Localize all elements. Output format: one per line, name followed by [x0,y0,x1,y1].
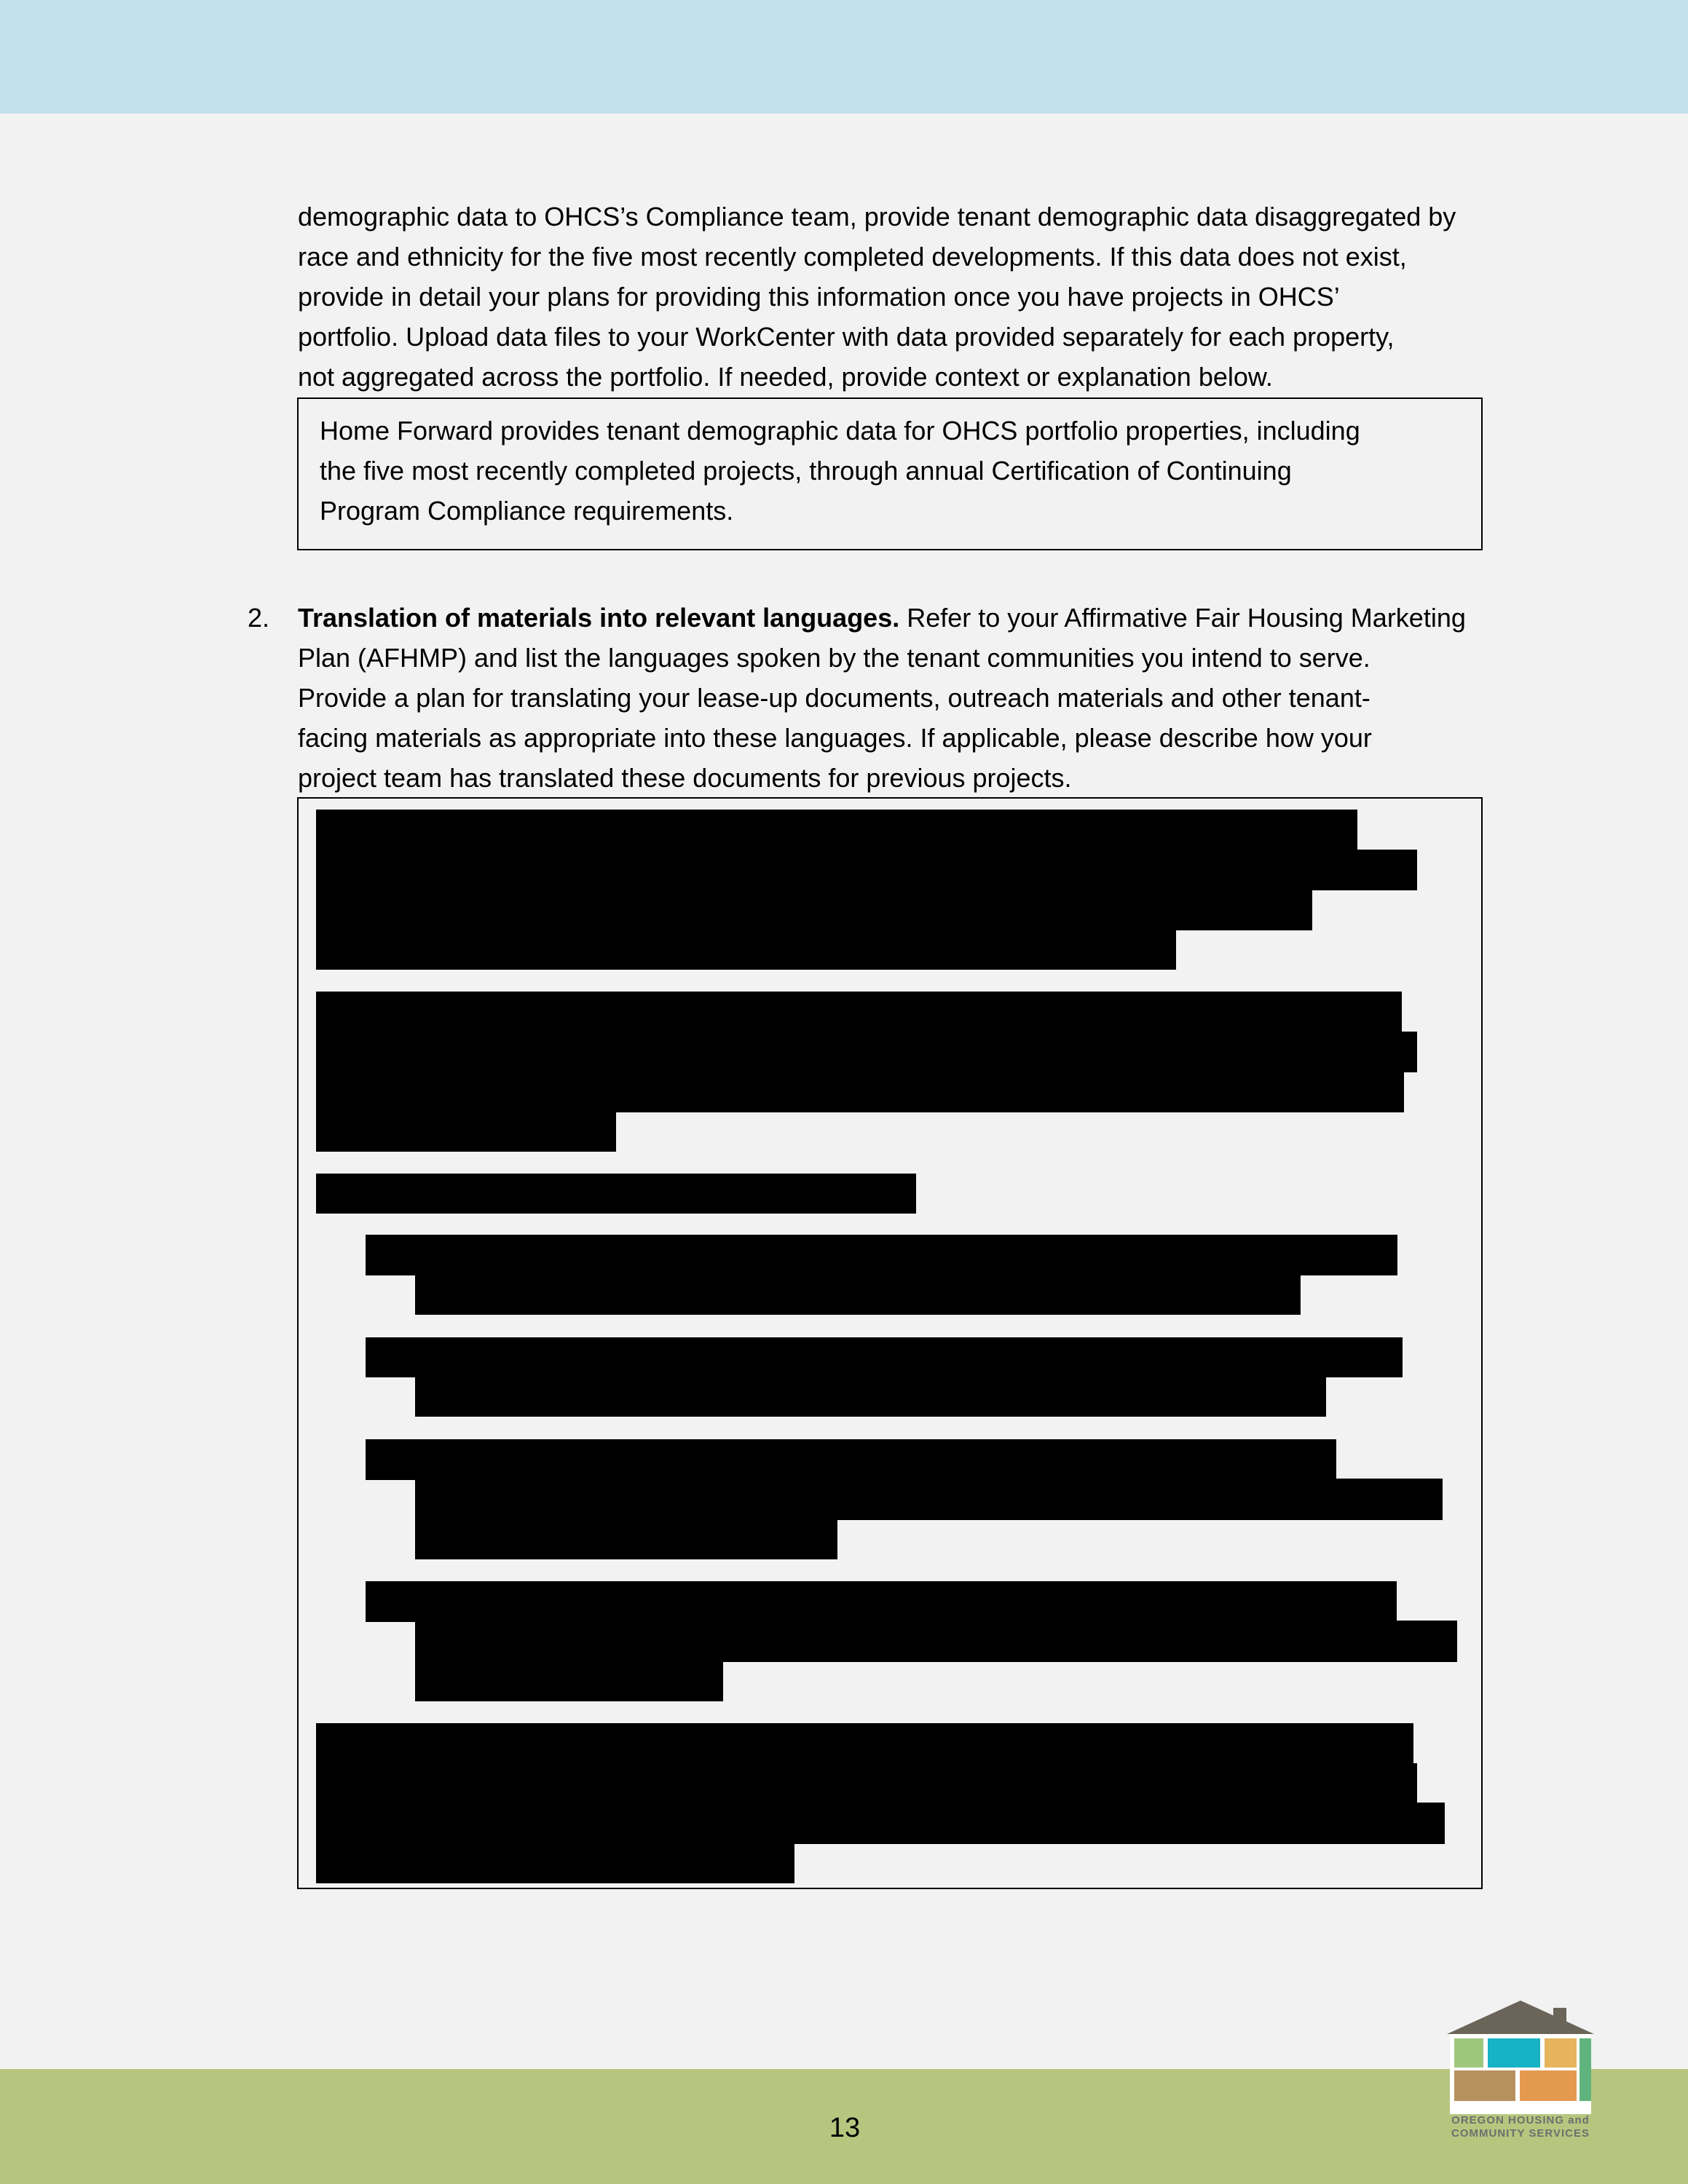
redaction-bar [316,1071,1404,1112]
house-logo-icon [1444,1998,1597,2114]
redaction-bar [415,1621,1457,1662]
redaction-bar [415,1479,1443,1520]
redaction-bar [415,1274,1301,1315]
redaction-bar [316,1803,1445,1844]
redaction-bar [316,889,1312,930]
redaction-bar [316,1032,1417,1072]
item2-line: Plan (AFHMP) and list the languages spoken by the tenant communities you intend to serve. [298,643,1370,673]
item2-paragraph [298,598,1466,798]
redaction-bar [366,1337,1403,1377]
item-number: 2. [248,603,270,633]
redaction-bar [316,992,1402,1033]
redaction-bar [366,1439,1336,1480]
redaction-bar [316,1723,1413,1765]
page-number: 13 [829,2113,861,2143]
logo-text-line1: OREGON HOUSING and [1451,2114,1590,2126]
item2-first-line [298,598,1466,638]
item2-line: project team has translated these documents for previous projects. [298,763,1072,793]
redaction-bar [366,1235,1397,1275]
intro-line: race and ethnicity for the five most recently completed developments. If this data does not exist, [298,242,1407,272]
header-band [0,0,1688,114]
redaction-bar [415,1376,1326,1417]
redaction-bar [316,1763,1417,1804]
redaction-bar [316,1174,916,1214]
answer-box-1 [297,397,1483,550]
intro-line: provide in detail your plans for providing this information once you have projects in OHCS’ [298,282,1340,312]
intro-line: portfolio. Upload data files to your WorkCenter with data provided separately for each property, [298,322,1395,352]
logo-text-line2: COMMUNITY SERVICES [1451,2127,1590,2140]
redaction-bar [316,1843,794,1883]
redaction-bar [316,1111,616,1152]
intro-line: not aggregated across the portfolio. If needed, provide context or explanation below. [298,362,1273,392]
redaction-bar [316,810,1357,851]
redaction-bar [415,1661,723,1701]
item2-line: Provide a plan for translating your lease-up documents, outreach materials and other tenant- [298,683,1370,713]
redaction-bar [366,1581,1397,1622]
item2-first-line-rest: Refer to your Affirmative Fair Housing Marketing [899,603,1466,633]
ohcs-logo [1444,1998,1597,2143]
answer-line: Home Forward provides tenant demographic data for OHCS portfolio properties, including [320,416,1360,446]
answer-line: the five most recently completed projects, through annual Certification of Continuing [320,456,1292,486]
redaction-bar [415,1519,837,1559]
answer-text [320,411,1360,531]
item2-line: facing materials as appropriate into these languages. If applicable, please describe how your [298,723,1372,753]
intro-line: demographic data to OHCS’s Compliance team, provide tenant demographic data disaggregated by [298,202,1456,232]
item2-heading: Translation of materials into relevant languages. [298,603,900,633]
answer-line: Program Compliance requirements. [320,496,734,526]
redaction-bar [316,929,1176,970]
intro-paragraph [298,197,1456,397]
redaction-bar [316,850,1417,890]
